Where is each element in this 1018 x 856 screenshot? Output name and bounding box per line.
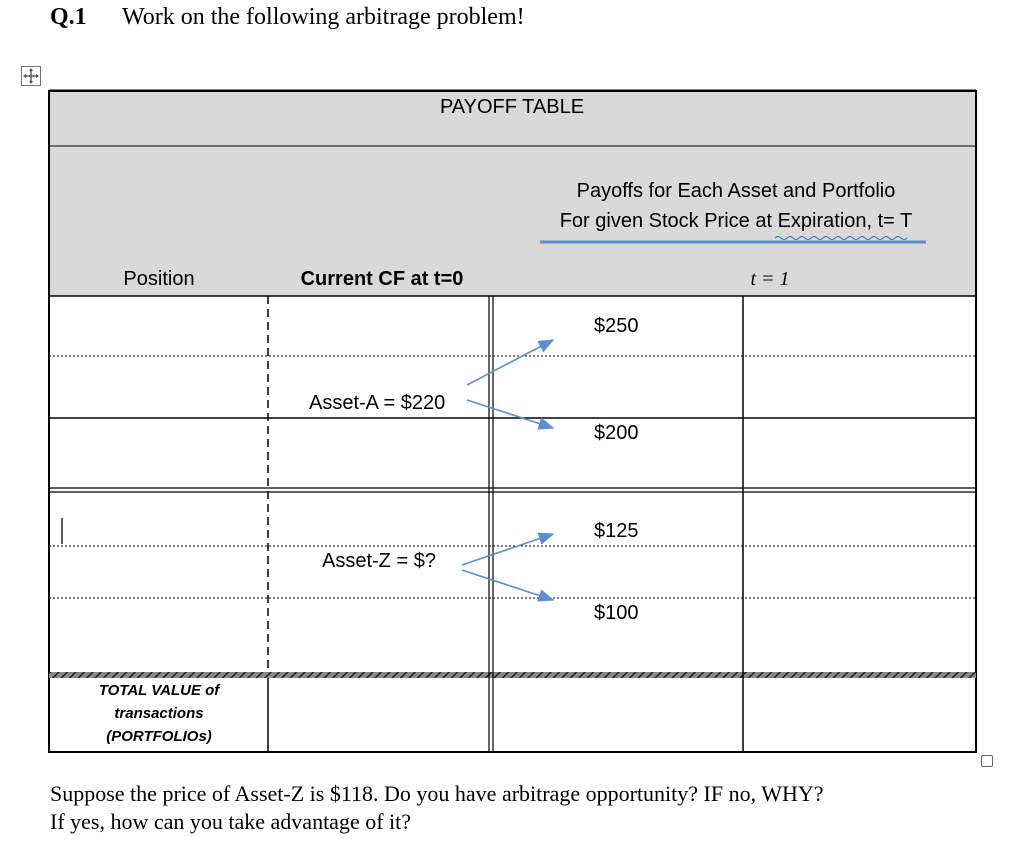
column-header-current-cf: Current CF at t=0 [300, 268, 464, 290]
payoff-a-up: $250 [594, 315, 639, 337]
header-payoffs-line2: For given Stock Price at Expiration, t= T [559, 210, 913, 232]
resize-handle-icon[interactable] [981, 755, 993, 767]
payoff-a-down: $200 [594, 422, 639, 444]
payoff-z-up: $125 [594, 520, 639, 542]
arrow-a-down [467, 400, 553, 428]
footer-line1: Suppose the price of Asset-Z is $118. Do you have arbitrage opportunity? IF no, WHY? [50, 781, 824, 806]
arrow-z-down [462, 570, 553, 600]
footer-line2: If yes, how can you take advantage of it? [50, 809, 412, 834]
header-payoffs-line1: Payoffs for Each Asset and Portfolio [576, 180, 896, 202]
asset-z-price: Asset-Z = $? [322, 550, 436, 572]
hatched-divider [49, 672, 976, 678]
table-title: PAYOFF TABLE [439, 96, 585, 118]
total-label-line2: transactions [114, 705, 204, 722]
column-header-t1: t = 1 [750, 268, 790, 290]
total-label-line1: TOTAL VALUE of [98, 682, 220, 699]
question-number: Q.1 [50, 4, 87, 30]
total-label-line3: (PORTFOLIOs) [106, 728, 212, 745]
column-header-position: Position [123, 268, 195, 290]
arrow-a-up [467, 340, 553, 385]
asset-a-price: Asset-A = $220 [309, 392, 446, 414]
question-prompt: Work on the following arbitrage problem! [122, 4, 525, 30]
payoff-z-down: $100 [594, 602, 639, 624]
question-footer [50, 780, 824, 836]
arrow-z-up [462, 534, 553, 565]
